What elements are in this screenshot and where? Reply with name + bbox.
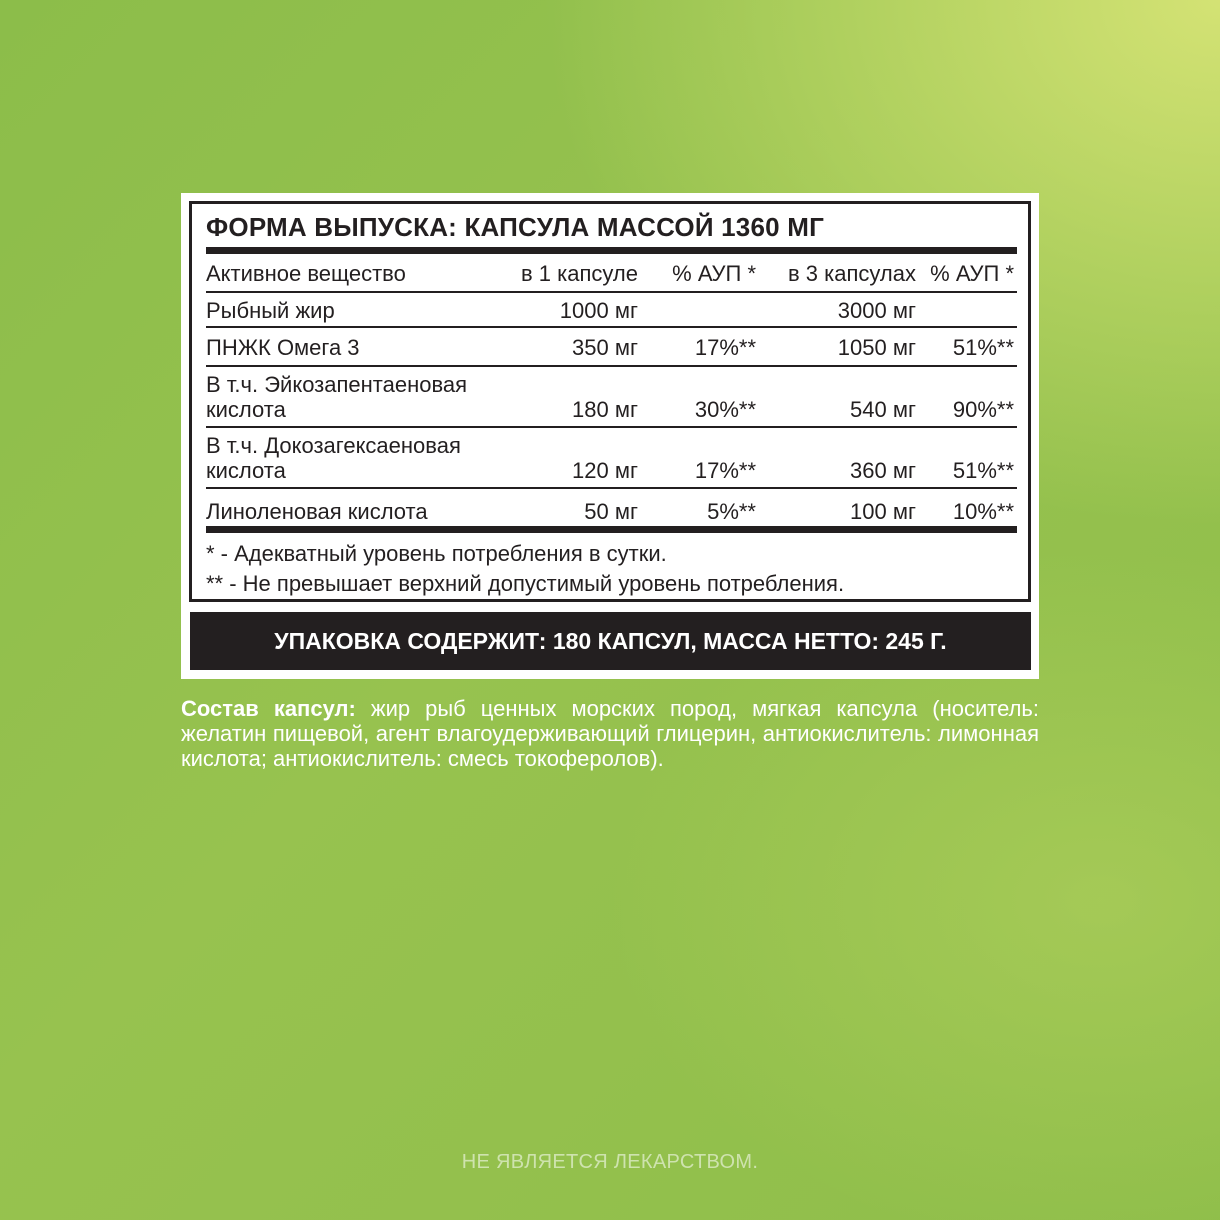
row-pct-3: 90%**: [952, 397, 1014, 422]
header-aup-1: % АУП *: [672, 261, 756, 286]
row-name: В т.ч. Эйкозапентаеновая: [206, 372, 468, 397]
composition-paragraph: [181, 696, 1039, 771]
header-substance: Активное вещество: [206, 261, 406, 286]
row-name: В т.ч. Докозагексаеновая: [206, 433, 461, 458]
row-dose-1: 180 мг: [572, 397, 638, 422]
row-dose-1: 120 мг: [572, 458, 638, 483]
row-dose-3: 100 мг: [850, 499, 916, 524]
divider: [206, 326, 1017, 328]
header-per-3-capsules: в 3 капсулах: [788, 261, 916, 286]
row-pct-1: 5%**: [707, 499, 756, 524]
divider: [206, 365, 1017, 367]
row-dose-1: 1000 мг: [559, 298, 638, 323]
footnote-adequate-level: * - Адекватный уровень потребления в сутки.: [206, 541, 667, 566]
row-dose-3: 540 мг: [850, 397, 916, 422]
supplement-facts-card: [181, 193, 1039, 679]
form-title: ФОРМА ВЫПУСКА: КАПСУЛА МАССОЙ 1360 МГ: [206, 212, 825, 242]
footnote-upper-limit: ** - Не превышает верхний допустимый уровень потребления.: [206, 571, 845, 596]
row-name: ПНЖК Омега 3: [206, 335, 360, 360]
row-name-cont: кислота: [206, 397, 286, 422]
row-dose-3: 3000 мг: [837, 298, 916, 323]
divider: [206, 426, 1017, 428]
not-a-medicine-disclaimer: НЕ ЯВЛЯЕТСЯ ЛЕКАРСТВОМ.: [461, 1151, 759, 1173]
divider: [206, 487, 1017, 489]
row-dose-1: 50 мг: [584, 499, 638, 524]
package-contents-banner: УПАКОВКА СОДЕРЖИТ: 180 КАПСУЛ, МАССА НЕТТО: 245 Г.: [190, 612, 1031, 670]
row-dose-1: 350 мг: [572, 335, 638, 360]
divider: [206, 291, 1017, 293]
row-dose-3: 360 мг: [850, 458, 916, 483]
row-name-cont: кислота: [206, 458, 286, 483]
divider-thick: [206, 526, 1017, 533]
row-pct-1: 17%**: [694, 335, 756, 360]
row-name: Линоленовая кислота: [206, 499, 428, 524]
header-aup-3: % АУП *: [930, 261, 1014, 286]
facts-table-frame: [189, 201, 1031, 602]
row-pct-3: 10%**: [952, 499, 1014, 524]
composition-label: Состав капсул:: [181, 696, 356, 721]
row-pct-1: 30%**: [694, 397, 756, 422]
row-name: Рыбный жир: [206, 298, 335, 323]
row-pct-3: 51%**: [952, 458, 1014, 483]
row-pct-1: 17%**: [694, 458, 756, 483]
divider-thick: [206, 247, 1017, 254]
composition-text: жир рыб ценных морских пород, мягкая капсула (носитель: желатин пищевой, агент влагоудерживающий глицерин, антиокислитель: лимонная кислота; антиокислитель: смесь токоферолов).: [181, 696, 1040, 771]
row-dose-3: 1050 мг: [837, 335, 916, 360]
row-pct-3: 51%**: [952, 335, 1014, 360]
header-per-capsule: в 1 капсуле: [521, 261, 638, 286]
